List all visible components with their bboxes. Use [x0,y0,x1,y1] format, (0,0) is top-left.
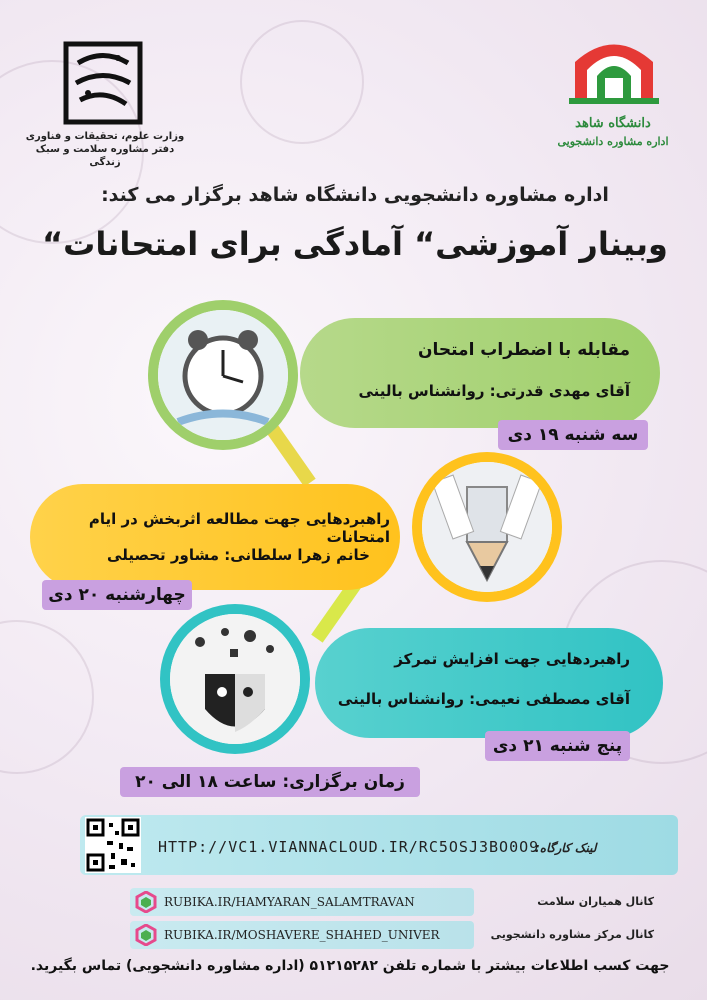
channel-2-url[interactable]: RUBIKA.IR/MOSHAVERE_SHAHED_UNIVER [164,928,440,942]
background-doodle [0,620,94,774]
channel-2-label: کانال مرکز مشاوره دانشجویی [490,928,654,941]
event-time: زمان برگزاری: ساعت ۱۸ الی ۲۰ [120,767,420,797]
qr-code-icon [85,817,141,873]
session-2-title: راهبردهایی جهت مطالعه اثربخش در ایام امتحانات [88,510,390,546]
session-1-date: سه شنبه ۱۹ دی [498,420,648,450]
session-1-card [300,318,660,428]
student-affairs-logo [58,38,148,128]
background-doodle [240,20,364,144]
session-2-speaker: خانم زهرا سلطانی: مشاور تحصیلی [107,546,370,564]
session-3-date: پنج شنبه ۲۱ دی [485,731,630,761]
session-1-speaker: آقای مهدی قدرتی: روانشناس بالینی [358,382,630,400]
ministry-line1: وزارت علوم، تحقیقات و فناوری [25,131,185,142]
university-name [548,115,678,151]
head-focus-image [170,614,300,744]
university-name-line1: دانشگاه شاهد [575,116,651,131]
intro-text: اداره مشاوره دانشجویی دانشگاه شاهد برگزار می کند: [101,184,609,206]
workshop-link-label: لینک کارگاه: [535,841,597,855]
page-title: وبینار آموزشی“ آمادگی برای امتحانات“ [42,225,668,263]
channel-1-label: کانال همیاران سلامت [537,895,654,908]
pencil-image [422,462,552,592]
ministry-line2: دفتر مشاوره سلامت و سبک زندگی [35,144,175,168]
rubika-icon [135,891,157,913]
ministry-text [20,130,190,169]
footer-contact: جهت کسب اطلاعات بیشتر با شماره تلفن ۵۱۲۱۵۲۸۲ (اداره مشاوره دانشجویی) تماس بگیرید. [30,958,670,974]
alarm-clock-icon [158,310,288,440]
session-3-card [315,628,663,738]
session-3-title: راهبردهایی جهت افزایش تمرکز [394,650,630,668]
head-focus-icon [170,614,300,744]
session-2-date: چهارشنبه ۲۰ دی [42,580,192,610]
university-name-line2: اداره مشاوره دانشجویی [557,135,669,148]
workshop-link-url[interactable]: HTTP://VC1.VIANNACLOUD.IR/RC5OSJ3BO0O9 [158,838,540,856]
session-3-speaker: آقای مصطفی نعیمی: روانشناس بالینی [337,690,630,708]
shahed-university-logo [565,32,663,112]
alarm-clock-image [158,310,288,440]
pencil-icon [422,462,552,592]
channel-1-url[interactable]: RUBIKA.IR/HAMYARAN_SALAMTRAVAN [164,895,415,909]
rubika-icon [135,924,157,946]
session-1-title: مقابله با اضطراب امتحان [417,340,630,360]
